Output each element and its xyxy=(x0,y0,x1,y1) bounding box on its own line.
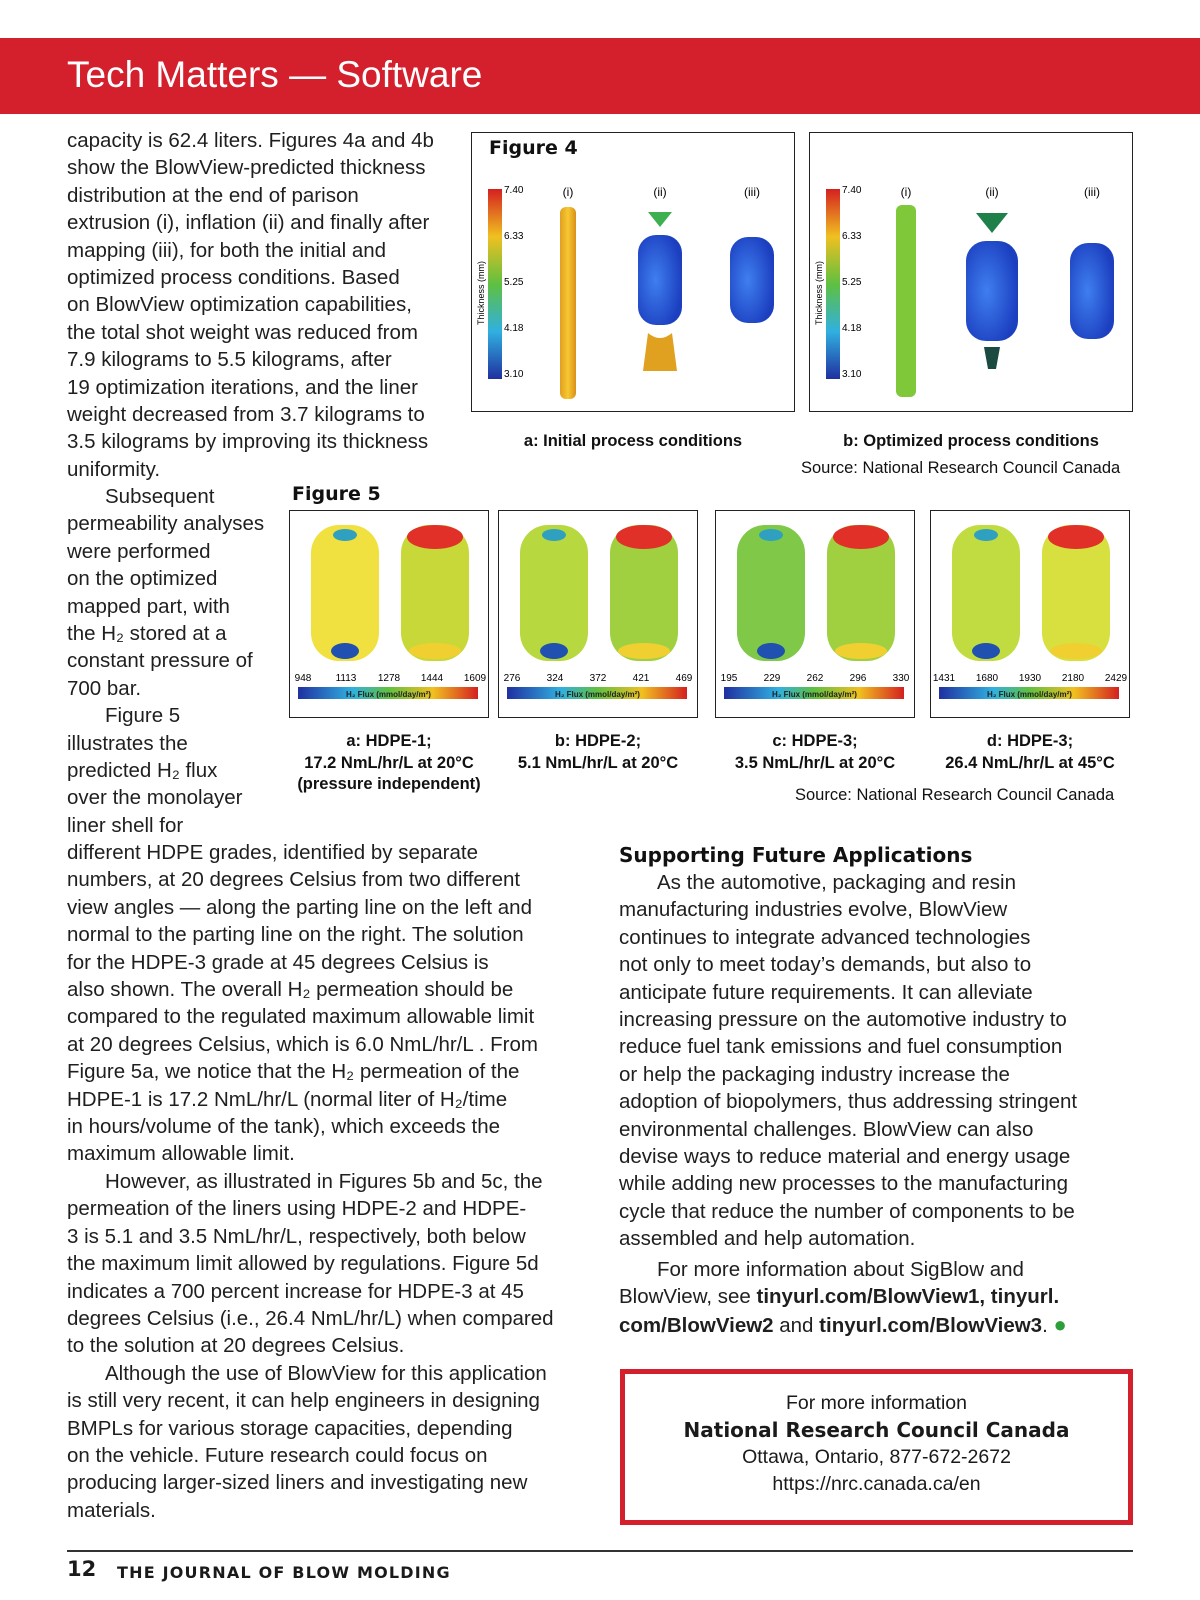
flux-hotspot xyxy=(616,525,672,549)
figure5-panel xyxy=(289,510,489,718)
scale-tick: 1113 xyxy=(335,673,357,684)
text-line: view angles — along the parting line on the left and xyxy=(67,895,532,919)
text-line: compared to the regulated maximum allowable limit xyxy=(67,1005,535,1029)
flux-hotspot xyxy=(833,525,889,549)
info-box-line: For more information xyxy=(786,1392,967,1414)
text-line: anticipate future requirements. It can alleviate xyxy=(619,980,1033,1004)
text-line: maximum allowable limit. xyxy=(67,1142,295,1166)
scale-tick: 3.10 xyxy=(504,369,524,380)
scale-tick: 1431 xyxy=(932,673,956,684)
scale-tick: 229 xyxy=(763,673,781,684)
text-line: for the HDPE-3 grade at 45 degrees Celsius is xyxy=(67,950,489,974)
scale-title: H₂ Flux (mmol/day/m²) xyxy=(555,690,640,699)
inflated-tank-shape xyxy=(638,235,682,325)
text-fragment: and xyxy=(773,1313,820,1337)
text-line: 3.5 kilograms by improving its thickness xyxy=(67,430,429,454)
text-line: degrees Celsius (i.e., 26.4 NmL/hr/L) when compared xyxy=(67,1306,554,1330)
scale-tick: 3.10 xyxy=(842,369,862,380)
caption-line: 17.2 NmL/hr/L at 20°C xyxy=(304,753,474,772)
text-line: show the BlowView-predicted thickness xyxy=(67,156,426,180)
figure4-caption-a: a: Initial process conditions xyxy=(523,432,743,450)
info-box-url[interactable]: https://nrc.canada.ca/en xyxy=(772,1473,981,1495)
text-line: Subsequent xyxy=(105,485,215,508)
caption-line: d: HDPE-3; xyxy=(986,732,1074,750)
mapped-tank-shape xyxy=(1070,243,1114,339)
caption-line: 5.1 NmL/hr/L at 20°C xyxy=(517,753,679,772)
scale-tick: 2429 xyxy=(1104,673,1128,684)
inflated-tank-shape xyxy=(966,241,1018,341)
figure5-label: Figure 5 xyxy=(292,483,381,505)
link-blowview2[interactable]: com/BlowView2 xyxy=(619,1313,774,1337)
text-line: to the solution at 20 degrees Celsius. xyxy=(67,1334,405,1358)
figure4b-image xyxy=(810,133,1132,411)
figure4-panel-b xyxy=(809,132,1133,412)
flux-region xyxy=(757,643,785,659)
scale-tick: 1278 xyxy=(377,673,401,684)
scale-tick: 195 xyxy=(720,673,738,684)
text-line: over the monolayer xyxy=(67,786,243,810)
scale-tick: 7.40 xyxy=(504,185,524,196)
body-text-narrow xyxy=(67,483,287,839)
scale-tick: 1609 xyxy=(463,673,487,684)
flux-hotspot xyxy=(759,529,783,541)
scale-tick: 262 xyxy=(806,673,824,684)
section-heading: Supporting Future Applications xyxy=(619,843,973,867)
text-line: the total shot weight was reduced from xyxy=(67,320,418,344)
info-box-address: Ottawa, Ontario, 877-672-2672 xyxy=(742,1446,1011,1468)
scale-tick: 6.33 xyxy=(842,231,862,242)
text-line: assembled and help automation. xyxy=(619,1227,916,1251)
text-line: Figure 5a, we notice that the H₂ permeation of the xyxy=(67,1060,520,1084)
scale-tick: 324 xyxy=(546,673,564,684)
scale-title: H₂ Flux (mmol/day/m²) xyxy=(987,690,1072,699)
info-box xyxy=(620,1369,1133,1525)
text-line: liner shell for xyxy=(67,813,184,837)
text-line: BMPLs for various storage capacities, depending xyxy=(67,1416,513,1440)
info-box-org: National Research Council Canada xyxy=(683,1418,1070,1442)
text-line: on the vehicle. Future research could focus on xyxy=(67,1443,488,1467)
caption-line: b: HDPE-2; xyxy=(554,732,642,750)
stage-label: (i) xyxy=(900,185,912,199)
stage-label: (i) xyxy=(562,185,574,199)
text-line: HDPE-1 is 17.2 NmL/hr/L (normal liter of H₂/time xyxy=(67,1087,508,1111)
text-line: As the automotive, packaging and resin xyxy=(657,871,1016,894)
text-line: environmental challenges. BlowView can also xyxy=(619,1117,1034,1141)
mapped-tank-shape xyxy=(730,237,774,323)
figure4-source: Source: National Research Council Canada xyxy=(801,459,1121,477)
text-line: on BlowView optimization capabilities, xyxy=(67,293,412,317)
text-line: not only to meet today’s demands, but also to xyxy=(619,953,1032,977)
scale-tick: 1930 xyxy=(1018,673,1042,684)
scale-tick: 276 xyxy=(503,673,521,684)
scale-tick: 421 xyxy=(632,673,650,684)
figure4-panel-a xyxy=(471,132,795,412)
body-text-top xyxy=(67,127,457,483)
body-text-right xyxy=(619,869,1139,1253)
text-line: 19 optimization iterations, and the liner xyxy=(67,375,418,399)
text-line: increasing pressure on the automotive industry to xyxy=(619,1008,1067,1032)
journal-name: THE JOURNAL OF BLOW MOLDING xyxy=(117,1563,451,1582)
scale-tick: 5.25 xyxy=(842,277,862,288)
scale-tick: 5.25 xyxy=(504,277,524,288)
figure4a-scale-title: Thickness (mm) xyxy=(476,260,486,326)
parison-shape xyxy=(560,207,576,399)
figure5-panel xyxy=(715,510,915,718)
figure4b-scale-title: Thickness (mm) xyxy=(814,260,824,326)
flux-hotspot xyxy=(974,529,998,541)
text-line: materials. xyxy=(67,1498,156,1522)
text-line: predicted H₂ flux xyxy=(67,759,218,783)
scale-tick: 4.18 xyxy=(842,323,862,334)
caption-line: 3.5 NmL/hr/L at 20°C xyxy=(734,753,896,772)
text-fragment: BlowView, see xyxy=(619,1285,757,1309)
scale-tick: 469 xyxy=(675,673,693,684)
figure4-label: Figure 4 xyxy=(489,137,578,159)
text-line: mapping (iii), for both the initial and xyxy=(67,238,387,262)
footer-rule xyxy=(67,1550,1133,1552)
figure4a-image xyxy=(472,133,794,411)
parison-shape xyxy=(896,205,916,397)
scale-tick: 372 xyxy=(589,673,607,684)
text-line: permeation of the liners using HDPE-2 and HDPE- xyxy=(67,1197,527,1221)
figure5-image xyxy=(290,511,487,716)
text-line: cycle that reduce the number of components to be xyxy=(619,1199,1075,1223)
text-line: However, as illustrated in Figures 5b and 5c, the xyxy=(105,1169,543,1193)
flux-hotspot xyxy=(1048,525,1104,549)
figure5-panel xyxy=(930,510,1130,718)
text-line: while adding new processes to the manufacturing xyxy=(619,1172,1068,1196)
text-line: were performed xyxy=(67,539,211,563)
text-line: Although the use of BlowView for this application xyxy=(105,1361,547,1385)
scale-tick: 7.40 xyxy=(842,185,862,196)
text-line: is still very recent, it can help engineers in designing xyxy=(67,1389,540,1413)
scale-title: H₂ Flux (mmol/day/m²) xyxy=(772,690,857,699)
text-line: on the optimized xyxy=(67,567,218,591)
figure5-caption xyxy=(488,731,708,774)
text-line: uniformity. xyxy=(67,457,161,481)
stage-label: (iii) xyxy=(744,185,760,199)
text-line: permeability analyses xyxy=(67,512,265,536)
flux-region xyxy=(835,643,887,659)
scale-title: H₂ Flux (mmol/day/m²) xyxy=(346,690,431,699)
caption-line: c: HDPE-3; xyxy=(772,732,858,750)
scale-tick: 296 xyxy=(849,673,867,684)
text-line: reduce fuel tank emissions and fuel consumption xyxy=(619,1035,1063,1059)
stage-label: (ii) xyxy=(985,185,999,199)
text-line: optimized process conditions. Based xyxy=(67,266,400,290)
liner-shell-view xyxy=(737,525,805,661)
link-blowview3[interactable]: tinyurl.com/BlowView3 xyxy=(819,1313,1043,1337)
figure5-image xyxy=(716,511,913,716)
liner-shell-view xyxy=(520,525,588,661)
text-line: For more information about SigBlow and xyxy=(657,1258,1024,1281)
flux-region xyxy=(540,643,568,659)
liner-shell-view xyxy=(311,525,379,661)
flux-region xyxy=(331,643,359,659)
flux-region xyxy=(972,643,1000,659)
figure5-image xyxy=(499,511,696,716)
text-line: capacity is 62.4 liters. Figures 4a and 4b xyxy=(67,129,434,152)
text-fragment: . xyxy=(1042,1313,1048,1337)
figure4-caption-b: b: Optimized process conditions xyxy=(843,432,1099,450)
scale-tick: 948 xyxy=(294,673,312,684)
figure5-image xyxy=(931,511,1128,716)
text-line: at 20 degrees Celsius, which is 6.0 NmL/hr/L . From xyxy=(67,1032,538,1056)
text-line: in hours/volume of the tank), which exceeds the xyxy=(67,1115,501,1139)
scale-tick: 1680 xyxy=(975,673,999,684)
text-line: weight decreased from 3.7 kilograms to xyxy=(67,403,425,427)
flux-region xyxy=(1050,643,1102,659)
caption-line: a: HDPE-1; xyxy=(346,732,432,750)
stage-label: (ii) xyxy=(653,185,667,199)
stage-label: (iii) xyxy=(1084,185,1100,199)
figure5-caption xyxy=(279,731,499,796)
text-line: continues to integrate advanced technologies xyxy=(619,925,1031,949)
scale-tick: 2180 xyxy=(1061,673,1085,684)
text-line: devise ways to reduce material and energy usage xyxy=(619,1145,1071,1169)
figure5-caption xyxy=(705,731,925,774)
text-line: 7.9 kilograms to 5.5 kilograms, after xyxy=(67,348,392,372)
text-line: illustrates the xyxy=(67,731,188,755)
page-section-title: Tech Matters — Software xyxy=(67,54,483,95)
text-line: constant pressure of xyxy=(67,649,253,673)
text-line: producing larger-sized liners and investigating new xyxy=(67,1471,528,1495)
text-line: indicates a 700 percent increase for HDPE-3 at 45 xyxy=(67,1279,524,1303)
text-line: mapped part, with xyxy=(67,594,230,618)
text-line: extrusion (i), inflation (ii) and finally after xyxy=(67,211,430,235)
scale-tick: 330 xyxy=(892,673,910,684)
page-number: 12 xyxy=(67,1557,97,1581)
end-mark-icon: ● xyxy=(1053,1311,1067,1337)
flux-region xyxy=(618,643,670,659)
text-line: also shown. The overall H₂ permeation should be xyxy=(67,978,514,1002)
scale-tick: 4.18 xyxy=(504,323,524,334)
text-line: 700 bar. xyxy=(67,676,142,700)
text-line: the H₂ stored at a xyxy=(67,622,227,646)
figure5-source: Source: National Research Council Canada xyxy=(795,786,1115,804)
liner-shell-view xyxy=(952,525,1020,661)
text-line: the maximum limit allowed by regulations. Figure 5d xyxy=(67,1252,539,1276)
body-text-bottom xyxy=(67,839,587,1524)
caption-line: 26.4 NmL/hr/L at 45°C xyxy=(945,753,1115,772)
scale-tick: 1444 xyxy=(420,673,444,684)
figure5-panel xyxy=(498,510,698,718)
caption-line: (pressure independent) xyxy=(297,775,481,793)
text-line: or help the packaging industry increase the xyxy=(619,1062,1010,1086)
text-line: different HDPE grades, identified by separate xyxy=(67,841,479,864)
figure5-caption xyxy=(920,731,1140,774)
body-text-links xyxy=(619,1256,1139,1339)
text-line: Figure 5 xyxy=(105,704,181,728)
text-line: adoption of biopolymers, thus addressing stringent xyxy=(619,1090,1078,1114)
flux-hotspot xyxy=(333,529,357,541)
text-line: 3 is 5.1 and 3.5 NmL/hr/L, respectively, both below xyxy=(67,1224,526,1248)
text-line: manufacturing industries evolve, BlowView xyxy=(619,898,1008,922)
flux-hotspot xyxy=(542,529,566,541)
flux-hotspot xyxy=(407,525,463,549)
header-banner xyxy=(0,38,1200,114)
text-line: numbers, at 20 degrees Celsius from two different xyxy=(67,868,521,892)
text-line: distribution at the end of parison xyxy=(67,183,359,207)
flux-region xyxy=(409,643,461,659)
scale-tick: 6.33 xyxy=(504,231,524,242)
link-blowview1[interactable]: tinyurl.com/BlowView1, tinyurl. xyxy=(756,1285,1060,1309)
text-line: normal to the parting line on the right. The solution xyxy=(67,923,524,947)
